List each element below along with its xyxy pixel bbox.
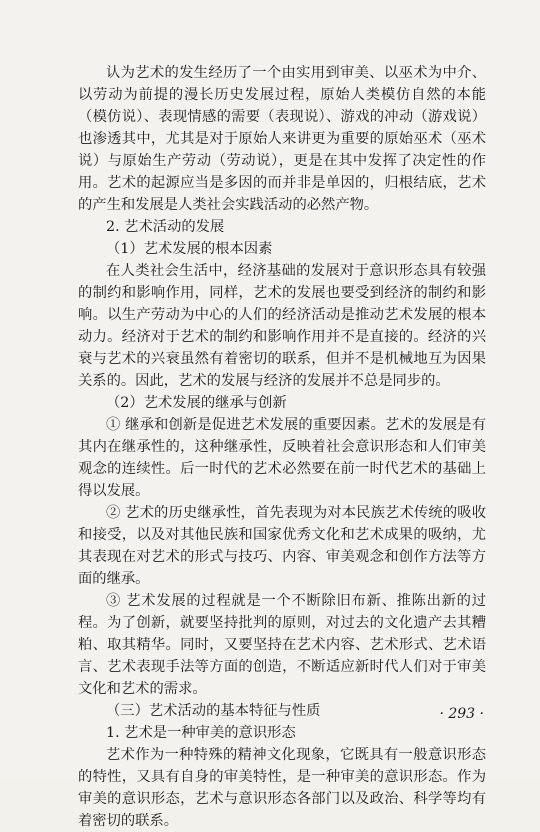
text-body [78, 62, 486, 832]
paragraph-economy: 在人类社会生活中，经济基础的发展对于意识形态具有较强的制约和影响作用，同样，艺术的发展也要受到经济的制约和影响。以生产劳动为中心的人们的经济活动是推动艺术发展的根本动力。经济对于艺术的制约和影响作用并不是直接的。经济的兴衰与艺术的兴衰虽然有着密切的联系，但并不是机械地互为因果关系的。因此，艺术的发展与经济的发展并不总是同步的。 [78, 263, 486, 389]
heading-development: 2. 艺术活动的发展 [106, 219, 225, 235]
heading-inheritance-innovation: （2）艺术发展的继承与创新 [106, 395, 287, 411]
heading-aesthetic-ideology: 1. 艺术是一种审美的意识形态 [106, 725, 296, 741]
heading-fundamental-factor: （1）艺术发展的根本因素 [106, 241, 273, 257]
paragraph-point-2: ② 艺术的历史继承性，首先表现为对本民族艺术传统的吸收和接受，以及对其他民族和国家优秀文化和艺术成果的吸纳，尤其表现在对艺术的形式与技巧、内容、审美观念和创作方法等方面的继承。 [78, 505, 486, 587]
heading-section-three: （三）艺术活动的基本特征与性质 [106, 703, 321, 719]
paragraph-origin: 认为艺术的发生经历了一个由实用到审美、以巫术为中介、以劳动为前提的漫长历史发展过程，原始人类模仿自然的本能（模仿说）、表现情感的需要（表现说）、游戏的冲动（游戏说）也渗透其中，尤其是对于原始人来讲更为重要的原始巫术（巫术说）与原始生产劳动（劳动说），更是在其中发挥了决定性的作用。艺术的起源应当是多因的而并非是单因的，归根结底，艺术的产生和发展是人类社会实践活动的必然产物。 [78, 65, 486, 213]
page-number: · 293 · [439, 706, 484, 722]
paragraph-art-ideology: 艺术作为一种特殊的精神文化现象，它既具有一般意识形态的特性，又具有自身的审美特性，是一种审美的意识形态。作为审美的意识形态，艺术与意识形态各部门以及政治、科学等均有着密切的联系。 [78, 747, 486, 829]
paragraph-point-3: ③ 艺术发展的过程就是一个不断除旧布新、推陈出新的过程。为了创新，就要坚持批判的原则，对过去的文化遗产去其糟粕、取其精华。同时，又要坚持在艺术内容、艺术形式、艺术语言、艺术表现手法等方面的创造，不断适应新时代人们对于审美文化和艺术的需求。 [78, 593, 486, 697]
paragraph-point-1: ① 继承和创新是促进艺术发展的重要因素。艺术的发展是有其内在继承性的，这种继承性，反映着社会意识形态和人们审美观念的连续性。后一时代的艺术必然要在前一时代艺术的基础上得以发展。 [78, 417, 486, 499]
